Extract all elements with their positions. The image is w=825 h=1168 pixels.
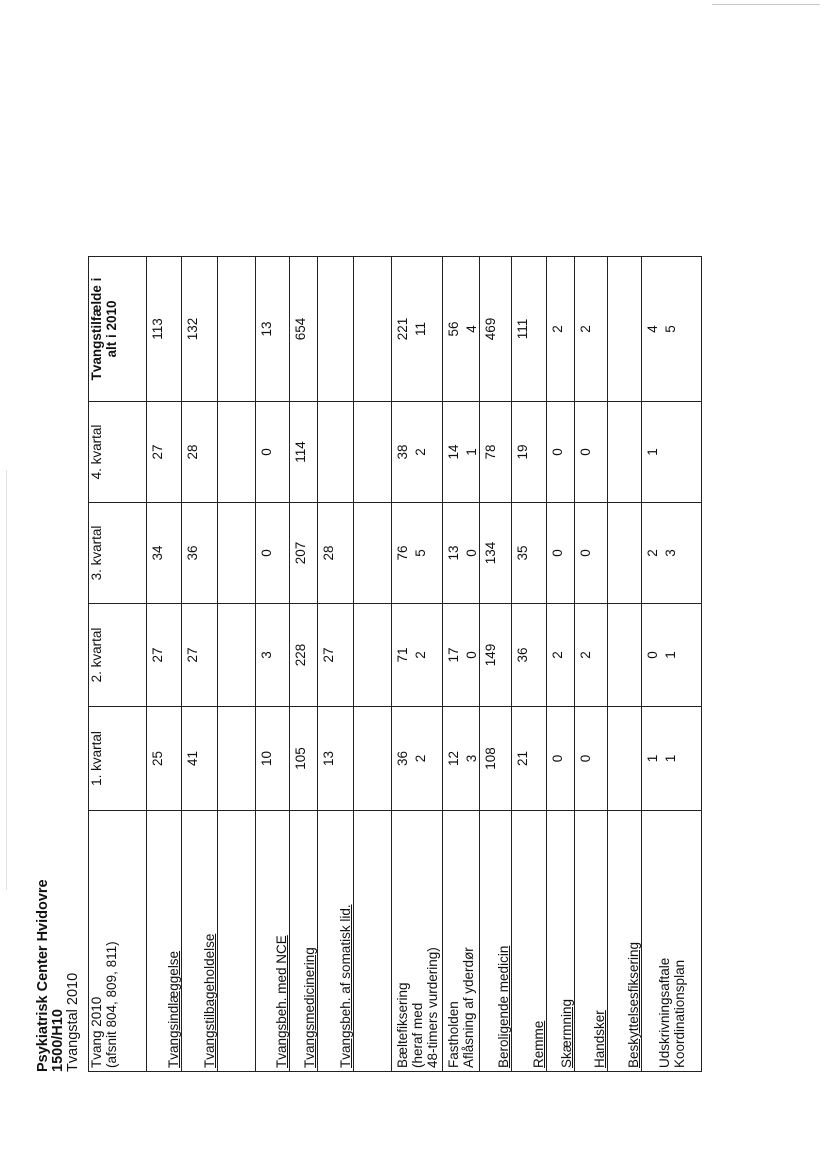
- cell-q2: [512, 604, 547, 707]
- cell-q1: [182, 707, 218, 811]
- row-label: Fastholden: [446, 1001, 461, 1068]
- cell-q2: [547, 604, 575, 707]
- cell-value: 10: [259, 750, 274, 767]
- cell-q4: [642, 402, 702, 503]
- row-label-cell: [642, 811, 702, 1072]
- cell-value: [354, 402, 357, 502]
- row-label: 48-timers vurdering): [424, 947, 440, 1068]
- cell-q2: [575, 604, 608, 707]
- cell-value: 13: [259, 321, 274, 337]
- cell-value: 114: [293, 441, 308, 463]
- row-label: Tvangstilbageholdelse: [202, 933, 217, 1068]
- cell-value: 4: [464, 325, 479, 333]
- cell-value: 41: [185, 750, 200, 767]
- cell-value: 0: [550, 549, 565, 557]
- cell-value: 134: [483, 541, 498, 565]
- cell-q2: [392, 604, 443, 707]
- cell-value: 35: [515, 545, 530, 561]
- table-row: [218, 257, 256, 1072]
- cell-q1: [147, 707, 182, 811]
- cell-value: 71: [395, 647, 410, 663]
- cell-value: [318, 402, 321, 502]
- row-label-cell: [608, 811, 642, 1072]
- cell-value: 5: [413, 549, 428, 557]
- cell-q4: [608, 402, 642, 503]
- cell-value: 28: [321, 545, 336, 561]
- cell-q3: [642, 503, 702, 604]
- row-label: Udskrivningsaftale: [656, 957, 672, 1068]
- cell-value: 36: [185, 545, 200, 561]
- cell-value: 1: [663, 651, 678, 659]
- cell-value: 14: [446, 444, 461, 460]
- cell-q2: [642, 604, 702, 707]
- table-row: [642, 257, 702, 1072]
- row-label-cell: [354, 811, 392, 1072]
- cell-q2: [443, 604, 480, 707]
- cell-value: 27: [321, 647, 336, 663]
- header-total-line-1: Tvangstilfælde i: [89, 277, 104, 381]
- cell-value: 2: [550, 325, 565, 333]
- cell-total: [256, 257, 290, 402]
- table-row: [182, 257, 218, 1072]
- cell-value: 108: [483, 747, 498, 770]
- cell-q2: [608, 604, 642, 707]
- cell-value: 654: [293, 317, 308, 341]
- cell-q3: [480, 503, 512, 604]
- document-title: Psykiatrisk Center Hvidovre: [35, 879, 51, 1072]
- cell-value: 1: [645, 448, 660, 456]
- cell-value: [318, 257, 321, 401]
- cell-value: 228: [293, 643, 308, 667]
- cell-q2: [290, 604, 318, 707]
- cell-value: 3: [663, 549, 678, 557]
- cell-q3: [218, 503, 256, 604]
- header-q3: 3. kvartal: [89, 525, 104, 581]
- cell-q2: [256, 604, 290, 707]
- table-row: [392, 257, 443, 1072]
- cell-q1: [547, 707, 575, 811]
- cell-total: [147, 257, 182, 402]
- row-label: (heraf med: [409, 1002, 425, 1068]
- cell-total: [290, 257, 318, 402]
- cell-q1: [443, 707, 480, 811]
- cell-value: [218, 257, 221, 401]
- cell-q1: [318, 707, 354, 811]
- document-heading: [36, 879, 81, 1072]
- header-q1-cell: [89, 707, 147, 811]
- cell-q3: [575, 503, 608, 604]
- cell-value: 0: [259, 549, 274, 557]
- row-label: Koordinationsplan: [671, 959, 687, 1068]
- cell-q2: [218, 604, 256, 707]
- cell-value: 78: [483, 444, 498, 460]
- row-label-cell: [290, 811, 318, 1072]
- cell-value: 3: [259, 651, 274, 659]
- cell-q1: [354, 707, 392, 811]
- cell-value: 36: [515, 647, 530, 663]
- cell-q1: [512, 707, 547, 811]
- cell-q3: [608, 503, 642, 604]
- cell-value: 0: [578, 549, 593, 557]
- cell-q4: [480, 402, 512, 503]
- cell-total: [642, 257, 702, 402]
- table-row: [480, 257, 512, 1072]
- cell-value: 76: [395, 545, 410, 561]
- cell-value: [354, 604, 357, 706]
- cell-value: [354, 707, 357, 810]
- cell-value: 469: [483, 317, 498, 341]
- cell-value: 149: [483, 643, 498, 667]
- cell-value: 3: [464, 754, 479, 763]
- cell-q3: [147, 503, 182, 604]
- cell-value: 21: [515, 750, 530, 767]
- cell-value: 0: [464, 651, 479, 659]
- cell-q4: [182, 402, 218, 503]
- cell-total: [512, 257, 547, 402]
- cell-q1: [480, 707, 512, 811]
- header-q4-cell: [89, 402, 147, 503]
- cell-value: 2: [645, 549, 660, 557]
- cell-value: [218, 707, 221, 810]
- cell-total: [392, 257, 443, 402]
- cell-value: 25: [150, 750, 165, 767]
- cell-total: [318, 257, 354, 402]
- cell-q3: [443, 503, 480, 604]
- row-label-cell: [443, 811, 480, 1072]
- cell-value: 207: [293, 541, 308, 565]
- cell-value: 12: [446, 750, 461, 767]
- cell-q2: [480, 604, 512, 707]
- cell-q4: [218, 402, 256, 503]
- cell-total: [443, 257, 480, 402]
- cell-value: 2: [578, 325, 593, 333]
- cell-value: 1: [464, 448, 479, 456]
- row-label: Handsker: [592, 1010, 607, 1068]
- cell-q2: [318, 604, 354, 707]
- header-q1: 1. kvartal: [89, 731, 104, 786]
- cell-q3: [318, 503, 354, 604]
- cell-q4: [443, 402, 480, 503]
- row-label: Bæltefiksering: [394, 982, 410, 1068]
- cell-q2: [354, 604, 392, 707]
- cell-value: 0: [550, 754, 565, 763]
- cell-value: 36: [395, 750, 410, 767]
- cell-value: 27: [150, 647, 165, 663]
- cell-q1: [575, 707, 608, 811]
- row-label-cell: [512, 811, 547, 1072]
- cell-value: 2: [413, 448, 428, 456]
- row-label-cell: [575, 811, 608, 1072]
- row-label: Remme: [531, 1020, 546, 1068]
- document-caption: Tvangstal 2010: [65, 972, 81, 1072]
- table-row: [575, 257, 608, 1072]
- cell-value: 19: [515, 444, 530, 460]
- row-label: Tvangsbeh. af somatisk lid.: [338, 904, 353, 1068]
- row-label-cell: [318, 811, 354, 1072]
- cell-q3: [512, 503, 547, 604]
- cell-value: 1: [663, 754, 678, 763]
- row-label: Tvangsmedicinering: [302, 947, 317, 1068]
- cell-value: 13: [321, 750, 336, 767]
- cell-q1: [642, 707, 702, 811]
- row-label-cell: [182, 811, 218, 1072]
- table-row: [547, 257, 575, 1072]
- cell-value: 2: [578, 651, 593, 659]
- header-label-cell: [89, 811, 147, 1072]
- cell-q1: [256, 707, 290, 811]
- cell-value: [218, 604, 221, 706]
- cell-value: [608, 257, 611, 401]
- header-q3-cell: [89, 503, 147, 604]
- table-row: [318, 257, 354, 1072]
- cell-value: [218, 503, 221, 603]
- cell-q4: [512, 402, 547, 503]
- cell-value: [354, 257, 357, 401]
- cell-value: 27: [185, 647, 200, 663]
- cell-value: 2: [413, 651, 428, 659]
- cell-q1: [392, 707, 443, 811]
- cell-q4: [290, 402, 318, 503]
- table-row: [608, 257, 642, 1072]
- cell-value: 0: [464, 549, 479, 557]
- cell-value: [608, 402, 611, 502]
- cell-q2: [182, 604, 218, 707]
- cell-q3: [182, 503, 218, 604]
- header-total-line-2: alt i 2010: [104, 300, 119, 358]
- header-total-cell: [89, 257, 147, 402]
- cell-total: [575, 257, 608, 402]
- cell-q4: [354, 402, 392, 503]
- cell-value: [608, 707, 611, 810]
- cell-q3: [256, 503, 290, 604]
- cell-total: [608, 257, 642, 402]
- row-label: Beskyttelsesfiksering: [626, 941, 641, 1068]
- cell-value: 28: [185, 444, 200, 460]
- cell-value: 0: [578, 448, 593, 456]
- cell-q3: [290, 503, 318, 604]
- cell-q4: [392, 402, 443, 503]
- document-subtitle: 1500/H10: [50, 1009, 66, 1072]
- cell-value: [608, 604, 611, 706]
- cell-value: 221: [395, 317, 410, 341]
- cell-total: [218, 257, 256, 402]
- header-q2-cell: [89, 604, 147, 707]
- cell-q3: [547, 503, 575, 604]
- row-label: Tvangsbeh. med NCE: [274, 935, 289, 1068]
- row-label-cell: [256, 811, 290, 1072]
- cell-q4: [575, 402, 608, 503]
- cell-value: 0: [645, 651, 660, 659]
- table-row: [290, 257, 318, 1072]
- cell-value: 13: [446, 545, 461, 561]
- row-label: Beroligende medicin: [496, 945, 511, 1068]
- row-label: Aflåsning af yderdør: [461, 947, 476, 1068]
- table-header-row: [89, 257, 147, 1072]
- row-label-cell: [547, 811, 575, 1072]
- cell-value: 2: [550, 651, 565, 659]
- table-row: [512, 257, 547, 1072]
- table-row: [147, 257, 182, 1072]
- row-label: Skærmning: [559, 998, 574, 1068]
- table-row: [256, 257, 290, 1072]
- header-label-line-2: (afsnit 804, 809, 811): [104, 941, 119, 1068]
- cell-q2: [147, 604, 182, 707]
- cell-total: [480, 257, 512, 402]
- cell-q4: [256, 402, 290, 503]
- cell-q4: [547, 402, 575, 503]
- row-label: Tvangsindlæggelse: [166, 950, 181, 1068]
- cell-total: [547, 257, 575, 402]
- cell-value: 27: [150, 444, 165, 460]
- cell-value: 105: [293, 747, 308, 770]
- cell-q1: [290, 707, 318, 811]
- cell-value: 56: [446, 321, 461, 337]
- table-body: [89, 257, 702, 1072]
- cell-value: [608, 503, 611, 603]
- cell-value: 0: [259, 448, 274, 456]
- row-label-cell: [147, 811, 182, 1072]
- cell-total: [182, 257, 218, 402]
- table-row: [354, 257, 392, 1072]
- cell-q3: [392, 503, 443, 604]
- cell-value: 111: [515, 318, 530, 340]
- row-label-cell: [392, 811, 443, 1072]
- cell-value: 1: [645, 754, 660, 763]
- cell-value: 0: [578, 754, 593, 763]
- header-q2: 2. kvartal: [89, 627, 104, 683]
- cell-value: 4: [645, 325, 660, 333]
- header-q4: 4. kvartal: [89, 424, 104, 480]
- cell-value: [218, 402, 221, 502]
- cell-q4: [318, 402, 354, 503]
- cell-q1: [608, 707, 642, 811]
- cell-value: 34: [150, 545, 165, 561]
- cell-value: 17: [446, 647, 461, 663]
- cell-value: 5: [663, 325, 678, 333]
- cell-value: 11: [413, 322, 428, 337]
- cell-value: 38: [395, 444, 410, 460]
- cell-total: [354, 257, 392, 402]
- row-label-cell: [480, 811, 512, 1072]
- cell-value: 2: [413, 754, 428, 763]
- cell-value: 0: [550, 448, 565, 456]
- row-label-cell: [218, 811, 256, 1072]
- cell-q4: [147, 402, 182, 503]
- cell-value: [660, 402, 663, 502]
- cell-value: 113: [150, 318, 165, 340]
- table-row: [443, 257, 480, 1072]
- coercion-table: [88, 256, 702, 1072]
- cell-q3: [354, 503, 392, 604]
- cell-q1: [218, 707, 256, 811]
- cell-value: [354, 503, 357, 603]
- cell-value: 132: [185, 317, 200, 341]
- header-label-line-1: Tvang 2010: [89, 996, 104, 1068]
